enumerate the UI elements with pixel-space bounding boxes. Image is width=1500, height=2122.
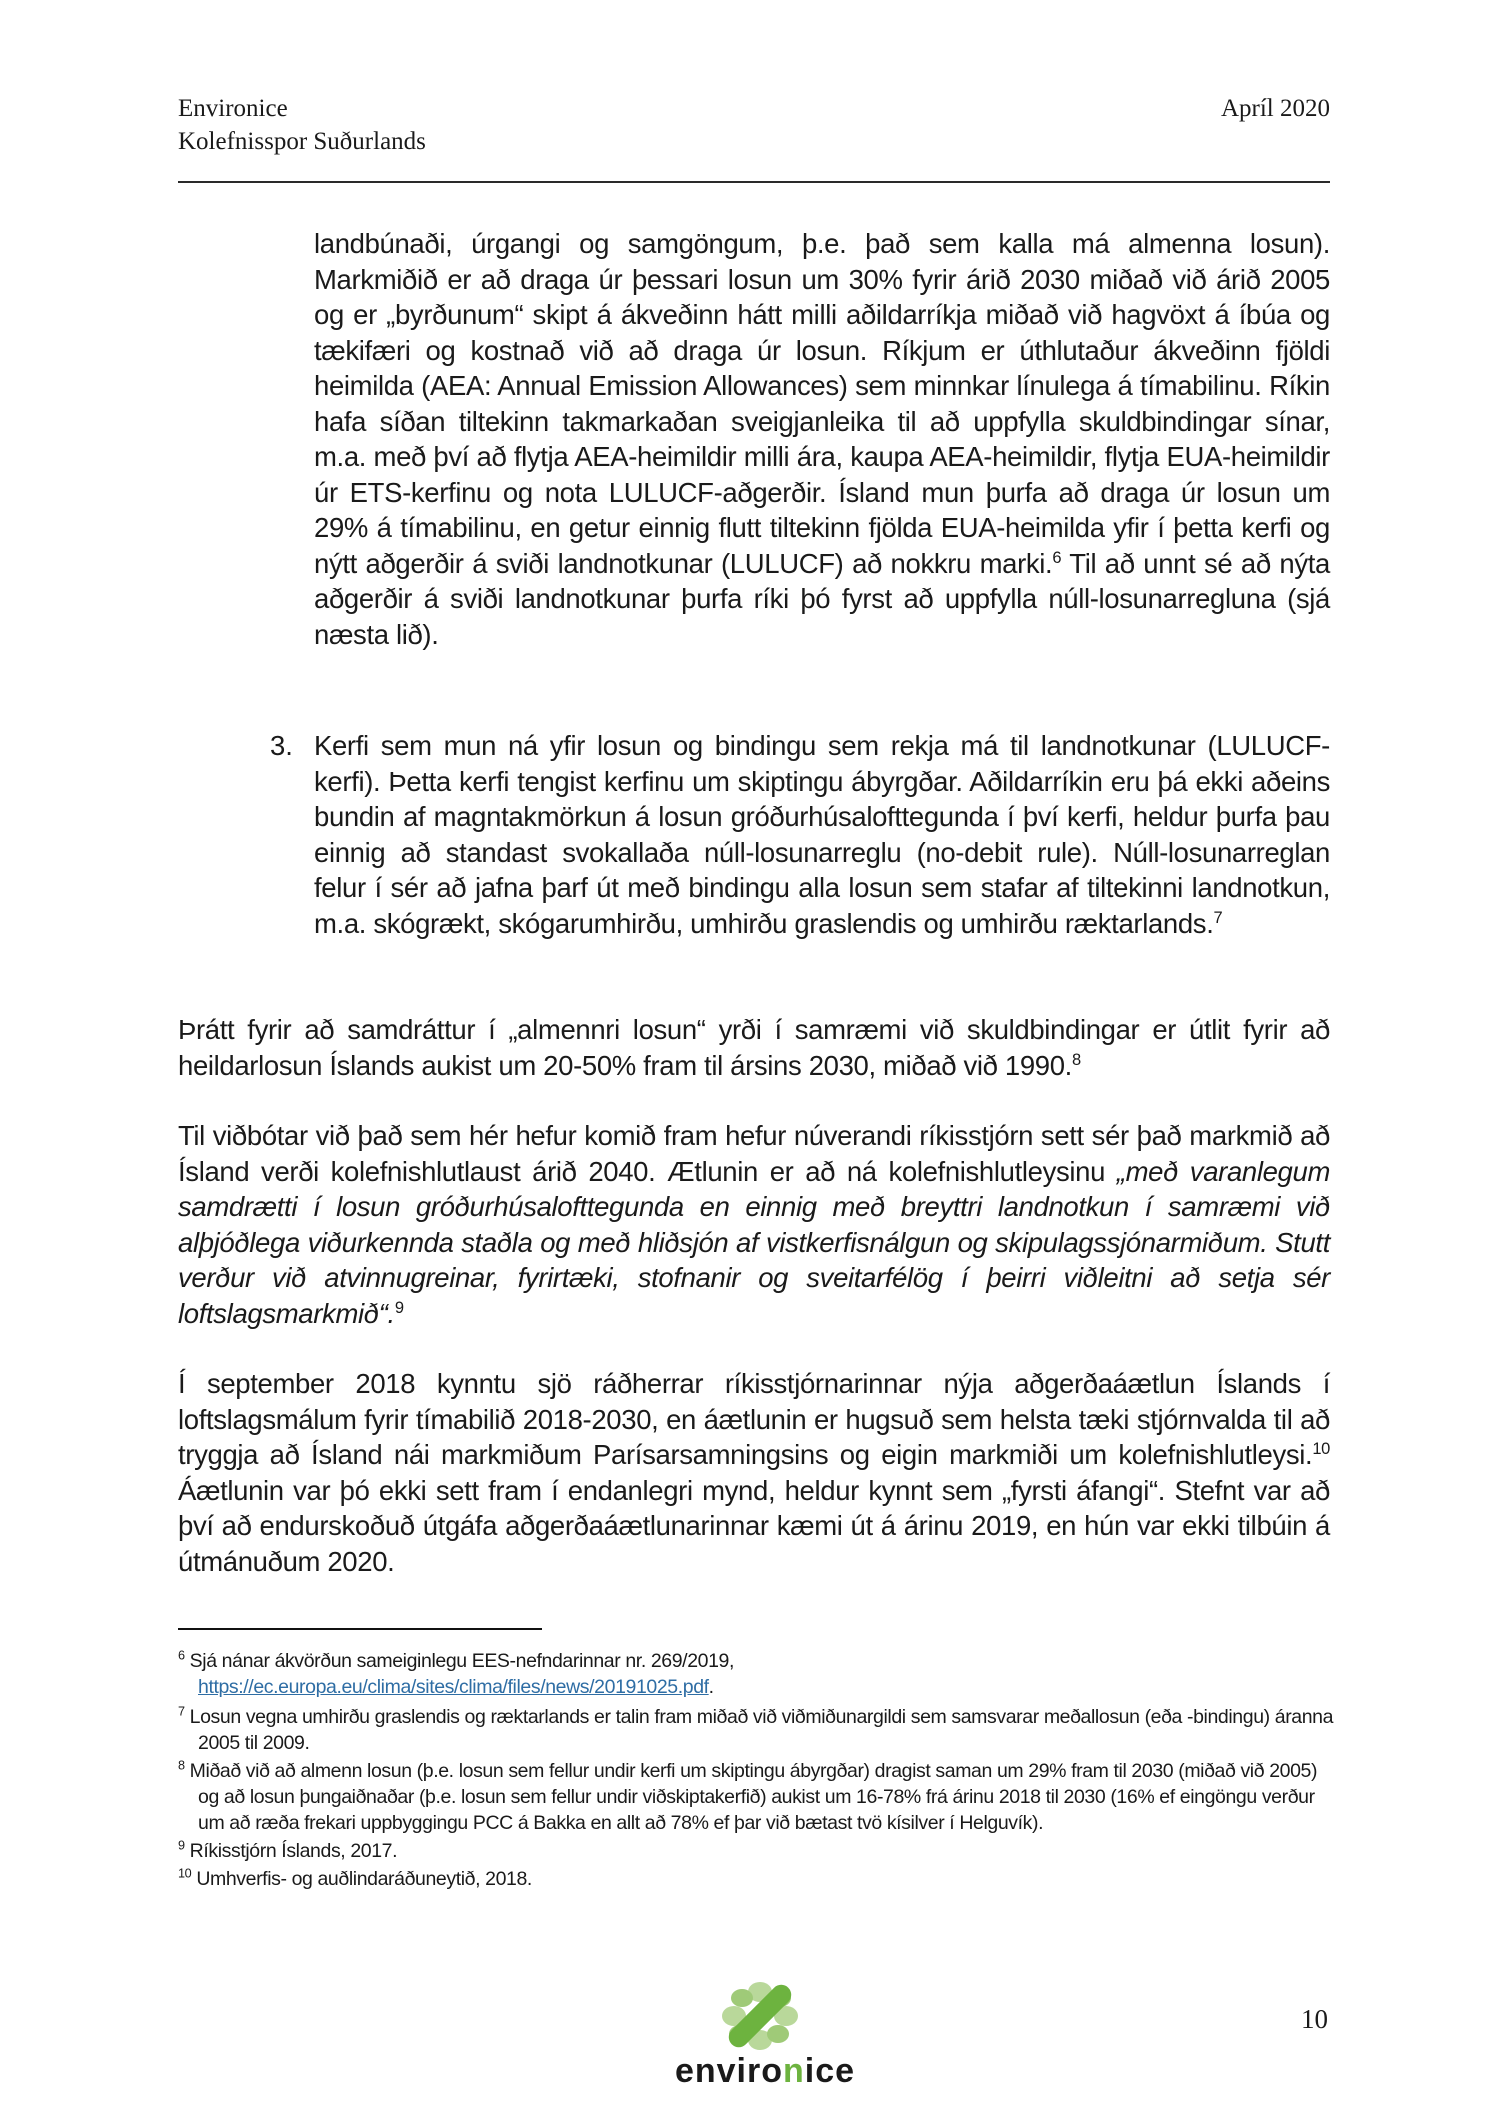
footnote-number: 9 — [178, 1838, 185, 1853]
paragraph-2-text: Til viðbótar við það sem hér hefur komið fram hefur núverandi ríkisstjórn sett sér það markmið að Ísland verði kolefnishlutlaust árið 2040. Ætlunin er að ná kolefnishlutleysinu — [178, 1120, 1330, 1187]
list-item-2-text: landbúnaði, úrgangi og samgöngum, þ.e. það sem kalla má almenna losun). Markmiðið er að draga úr þessari losun um 30% fyrir árið 2030 miðað við árið 2005 og er „byrðunum“ skipt á ákveðinn hátt milli aðildarríkja miðað við hagvöxt á íbúa og tækifæri og kostnað við að draga úr losun. Ríkjum er úthlutaður ákveðinn fjöldi heimilda (AEA: Annual Emission Allowances) sem minnkar línulega á tímabilinu. Ríkin hafa síðan tiltekinn takmarkaðan sveigjanleika til að uppfylla skuldbindingar sínar, m.a. með því að flytja AEA-heimildir milli ára, kaupa AEA-heimildir, flytja EUA-heimildir úr ETS-kerfinu og nota LULUCF-aðgerðir. Ísland mun þurfa að draga úr losun um 29% á tímabilinu, en getur einnig flutt tiltekinn fjölda EUA-heimilda yfir í þetta kerfi og nýtt aðgerðir á sviði landnotkunar (LULUCF) að nokkru marki. — [314, 228, 1330, 579]
footnote-10 — [178, 1866, 1338, 1892]
page-header-left — [178, 92, 426, 158]
footnote-number: 10 — [178, 1866, 192, 1881]
footnote-7 — [178, 1704, 1338, 1756]
paragraph-3-text: Í september 2018 kynntu sjö ráðherrar ríkisstjórnarinnar nýja aðgerðaáætlun Íslands í loftslagsmálum fyrir tímabilið 2018-2030, en áætlunin er hugsuð sem helsta tæki stjórnvalda til að tryggja að Ísland nái markmiðum Parísarsamningsins og eigin markmiði um kolefnishlutleysi. — [178, 1368, 1330, 1470]
footnotes — [178, 1648, 1338, 1894]
logo-text-accent: n — [783, 2052, 805, 2090]
footnote-number: 6 — [178, 1648, 185, 1663]
clover-leaf-icon — [720, 1980, 800, 2052]
list-item-3-number: 3. — [270, 730, 293, 761]
footnote-ref-10[interactable]: 10 — [1312, 1439, 1330, 1458]
footnote-ref-6[interactable]: 6 — [1052, 548, 1062, 567]
footnote-ref-9[interactable]: 9 — [394, 1298, 404, 1317]
list-item-2-text-end: Til að unnt sé að nýta aðgerðir á sviði landnotkunar þurfa ríki þó fyrst að uppfylla núll-losunarregluna (sjá næsta lið). — [314, 547, 1330, 650]
footnote-9 — [178, 1838, 1338, 1864]
list-item-3 — [314, 728, 1330, 941]
list-item-2-continuation — [314, 226, 1330, 652]
list-item-3-text: Kerfi sem mun ná yfir losun og bindingu sem rekja má til landnotkunar (LULUCF-kerfi). Þetta kerfi tengist kerfinu um skiptingu ábyrgðar. Aðildarríkin eru þá ekki aðeins bundin af magntakmörkun á losun gróðurhúsalofttegunda í því kerfi, heldur þurfa þau einnig að standast svokallaða núll-losunarreglu (no-debit rule). Núll-losunarreglan felur í sér að jafna þarf út með bindingu alla losun sem stafar af tiltekinni landnotkun, m.a. skógrækt, skógarumhirðu, umhirðu graslendis og umhirðu ræktarlands. — [314, 730, 1330, 939]
footnote-link[interactable]: https://ec.europa.eu/clima/sites/clima/files/news/20191025.pdf — [198, 1676, 709, 1698]
header-date: Apríl 2020 — [1220, 95, 1330, 122]
header-org: Environice — [178, 95, 288, 122]
paragraph-1-text: Þrátt fyrir að samdráttur í „almennri losun“ yrði í samræmi við skuldbindingar er útlit fyrir að heildarlosun Íslands aukist um 20-50% fram til ársins 2030, miðað við 1990. — [178, 1014, 1330, 1081]
footnote-separator — [178, 1628, 542, 1630]
page-number: 10 — [1301, 2004, 1328, 2034]
footnote-text: Miðað við að almenn losun (þ.e. losun sem fellur undir kerfi um skiptingu ábyrgðar) dragist saman um 29% fram til 2030 (miðað við 2005) og að losun þungaiðnaðar (þ.e. losun sem fellur undir viðskiptakerfið) aukist um 16-78% frá árinu 2018 til 2030 (16% ef eingöngu verður um að ræða frekari uppbyggingu PCC á Bakka en allt að 78% ef þar við bætast tvö kísilver í Helguvík). — [189, 1760, 1318, 1834]
footnote-text: Sjá nánar ákvörðun sameiginlegu EES-nefndarinnar nr. 269/2019, — [189, 1650, 734, 1672]
environice-logo — [665, 1980, 865, 2100]
paragraph-2-quote: „með varanlegum samdrætti í losun gróðurhúsalofttegunda en einnig með breyttri landnotkun í samræmi við alþjóðlega viðurkennda staðla og með hliðsjón af vistkerfisnálgun og skipulagssjónarmiðum. Stutt verður við atvinnugreinar, fyrirtæki, stofnanir og sveitarfélög í þeirri viðleitni að setja sér loftslagsmarkmið“. — [178, 1155, 1330, 1329]
footnote-punct: . — [708, 1676, 714, 1698]
footnote-text: Ríkisstjórn Íslands, 2017. — [189, 1840, 398, 1862]
logo-text-end: ice — [804, 2052, 856, 2090]
paragraph-3-text-end: Áætlunin var þó ekki sett fram í endanlegri mynd, heldur kynnt sem „fyrsti áfangi“. Stefnt var að því að endurskoðuð útgáfa aðgerðaáætlunarinnar kæmi út á árinu 2019, en hún var ekki tilbúin á útmánuðum 2020. — [178, 1474, 1330, 1577]
logo-wordmark — [665, 2052, 865, 2091]
paragraph-action-plan — [178, 1366, 1330, 1579]
footnote-number: 8 — [178, 1758, 185, 1773]
footnote-number: 7 — [178, 1704, 185, 1719]
logo-text: enviro — [674, 2052, 783, 2090]
paragraph-carbon-neutrality — [178, 1118, 1330, 1331]
footnote-text: Losun vegna umhirðu graslendis og ræktarlands er talin fram miðað við viðmiðunargildi sem samsvarar meðallosun (eða -bindingu) áranna 2005 til 2009. — [189, 1706, 1334, 1754]
footnote-ref-7[interactable]: 7 — [1213, 908, 1223, 927]
header-report-title: Kolefnisspor Suðurlands — [178, 128, 426, 155]
footnote-8 — [178, 1758, 1338, 1836]
footnote-text: Umhverfis- og auðlindaráðuneytið, 2018. — [196, 1868, 532, 1890]
paragraph-total-emissions — [178, 1012, 1330, 1083]
footnote-6 — [178, 1648, 1338, 1700]
footnote-ref-8[interactable]: 8 — [1071, 1050, 1081, 1069]
header-divider — [178, 181, 1330, 183]
